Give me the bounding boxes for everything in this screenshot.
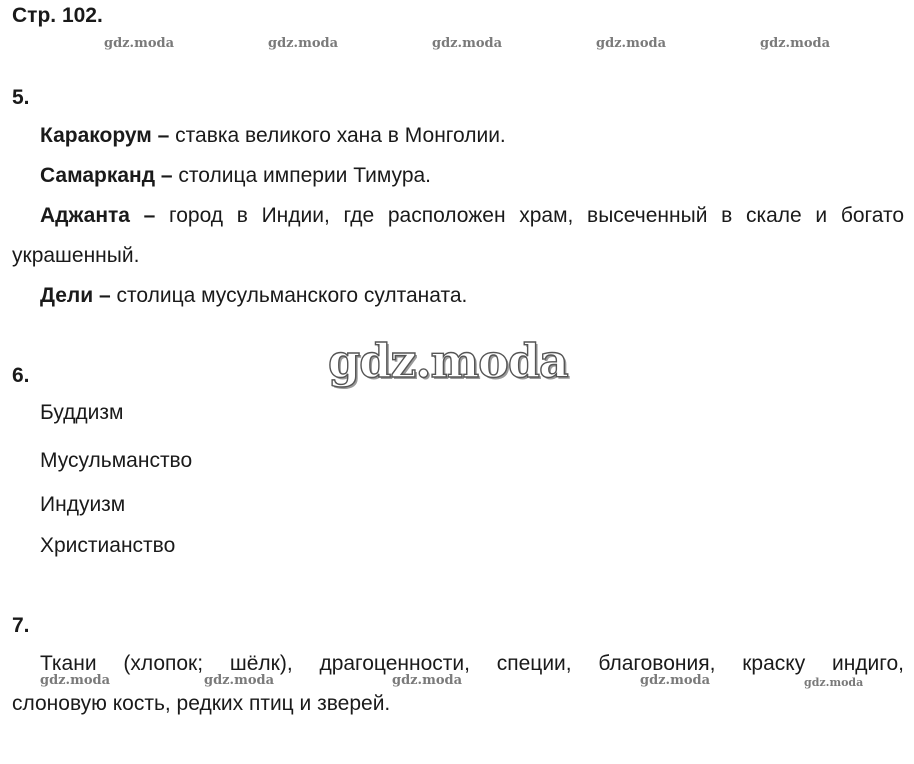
definition-text: столица империи Тимура. (172, 164, 432, 187)
definition-text: столица мусульманского султаната. (110, 284, 468, 307)
list-item: Христианство (40, 534, 176, 557)
watermark: gdz.moda (804, 676, 864, 689)
watermark: gdz.moda (640, 673, 711, 688)
definition-term: Самарканд – (40, 164, 173, 187)
list-item: Мусульманство (40, 449, 193, 472)
watermark: gdz.moda (392, 673, 463, 688)
definition-text: город в Индии, где расположен храм, высеченный в скале и богато (155, 204, 905, 227)
watermark: gdz.moda (596, 36, 667, 51)
definition-continuation: украшенный. (12, 244, 140, 267)
list-item: Индуизм (40, 493, 126, 516)
task-number: 7. (12, 614, 30, 637)
watermark: gdz.moda (760, 36, 831, 51)
answer-line: Ткани (хлопок; шёлк), драгоценности, специи, благовония, краску индиго, (40, 652, 904, 675)
watermark: gdz.moda (104, 36, 175, 51)
watermark: gdz.moda (268, 36, 339, 51)
task-number: 6. (12, 364, 30, 387)
definition-line (40, 164, 431, 188)
watermark: gdz.moda (204, 673, 275, 688)
answer-line: слоновую кость, редких птиц и зверей. (12, 692, 391, 715)
page-label: Стр. 102. (12, 4, 103, 27)
definition-text: ставка великого хана в Монголии. (169, 124, 506, 147)
list-item: Буддизм (40, 401, 124, 424)
definition-term: Дели – (40, 284, 111, 307)
definition-line (40, 284, 467, 308)
task-number: 5. (12, 86, 30, 109)
definition-term: Каракорум – (40, 124, 170, 147)
watermark: gdz.moda (40, 673, 111, 688)
definition-line (40, 124, 506, 148)
watermark-large: gdz.moda (328, 334, 568, 388)
definition-line (40, 204, 904, 228)
watermark: gdz.moda (432, 36, 503, 51)
definition-term: Аджанта – (40, 204, 156, 227)
